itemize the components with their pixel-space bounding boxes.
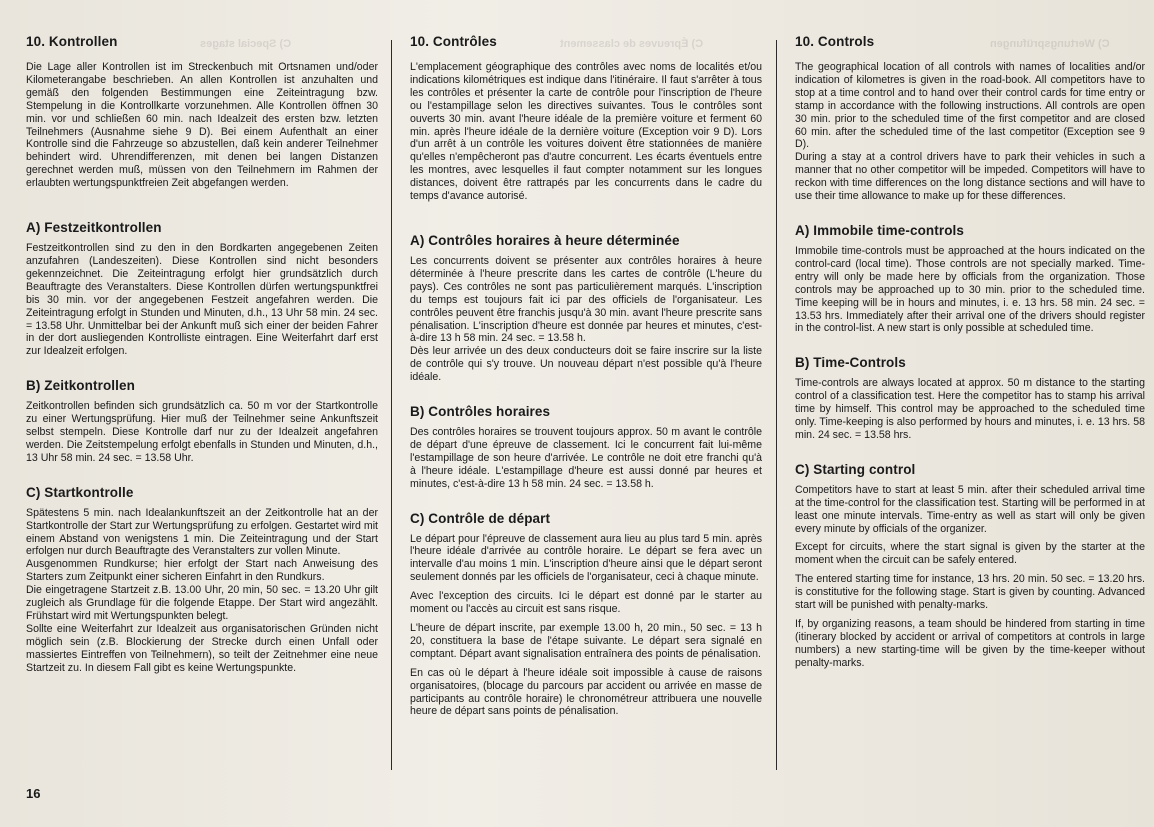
subsection-title-c: C) Startkontrolle <box>26 484 134 500</box>
subsection-b-paragraph: Des contrôles horaires se trouvent toujours approx. 50 m avant le contrôle de départ d'une épreuve de classement. Ici le concurrent fait lui-même l'estampillage de son heure d'arrivée. Le contrôle ne doit etre franchi qu'à à l'heure idéale. L'estampillage d'heure est aussi donné par heures et minutes, c'est-à-dire 13 h 58 min. 24 sec. = 13.58 h. <box>410 426 762 490</box>
subsection-title-b: B) Zeitkontrollen <box>26 378 135 394</box>
show-through-text: C) Épreuves de classement <box>560 38 704 50</box>
subsection-c-paragraph: Avec l'exception des circuits. Ici le départ est donné par le starter au moment ou l'accès au circuit est sans risque. <box>410 590 762 616</box>
section-title: 10. Controls <box>795 34 875 49</box>
column-divider <box>776 40 777 770</box>
intro-paragraph: The geographical location of all controls with names of localities and/or indication of kilometres is given in the road-book. All competitors have to stop at a time control and to hand over their control cards for time entry or stamp in accordance with the following instructions. All controls are open 30 min. prior to the scheduled time of the first competitor and are closed 60 min. after the scheduled time of the last competitor (Exception see 9 D). <box>795 61 1145 151</box>
section-title: 10. Kontrollen <box>26 34 118 49</box>
column-divider <box>391 40 392 770</box>
subsection-c-paragraph: Competitors have to start at least 5 min. after their scheduled arrival time at the time-control for the classification test. Starting will be performed in at least one minute intervals. Time-entry as well as start will only be given every minute by officials of the organizer. <box>795 483 1145 535</box>
subsection-a-paragraph: Immobile time-controls must be approached at the hours indicated on the control-card (local time). Those controls are not specially marked. Time-entry will only be made here by officials from the organization. Those controls may be approached up to 30 min. prior to the scheduled time. Time keeping will be in hours and minutes, i. e. 13 hrs. 58 min. 24 sec. = 13.53 hrs. Immediately after their arrival one of the drivers should register in the control-list. A new start is only possible at scheduled time. <box>795 244 1145 335</box>
subsection-a-paragraph: Festzeitkontrollen sind zu den in den Bordkarten angegebenen Zeiten anzufahren (Landeszeiten). Diese Kontrollen sind nicht besonders gekennzeichnet. Die Zeiteintragung erfolgt hier grundsätzlich durch Beauftragte des Veranstalters. Diese Kontrollen dürfen wertungspunktfrei bis 30 min. vor der angegebenen Festzeit angefahren werden. Die Zeiteintragung erfolgt in Stunden und Minuten, d.h., 13 Uhr 58 min. 24 sec. = 13.58 Uhr. Unmittelbar bei der Ankunft muß sich einer der beiden Fahrer in der dort ausliegenden Kontrolliste eintragen. Eine Weiterfahrt darf erst zur Idealzeit erfolgen. <box>26 242 378 358</box>
subsection-a-paragraph: Dès leur arrivée un des deux conducteurs doit se faire inscrire sur la liste de contrôle qui s'y trouve. Un nouveau départ n'est possible qu'à l'heure idéale. <box>410 345 762 384</box>
english-column <box>795 34 1145 787</box>
german-column <box>26 34 378 787</box>
subsection-c-paragraph: Sollte eine Weiterfahrt zur Idealzeit aus organisatorischen Gründen nicht möglich sein (z.B. Blockierung der Strecke durch einen Unfall oder massiertes Eintreffen von Teilnehmern), so teilt der Zeitnehmer eine neue Startzeit zu. In diesem Fall gibt es keine Wertungspunkte. <box>26 622 378 674</box>
intro-paragraph: During a stay at a control drivers have to park their vehicles in such a manner that no other competitor will be impeded. Competitors will have to reckon with time differences on the long distance sections and will have to use their time allowance to make up for these differences. <box>795 151 1145 203</box>
subsection-a-paragraph: Les concurrents doivent se présenter aux contrôles horaires à heure déterminée à l'heure prescrite dans les cartes de contrôle (L'heure du pays). Ces contrôles ne sont pas particulièrement marqués. L'inscription du temps est toujours fait ici par des officiels de l'organisateur. Les contrôles peuvent être franchis jusqu'à 30 min. avant l'heure prescrite sans pénalisation. L'inscription d'heure est donnée par heures et minutes, c'est-à-dire 13 h 58 min. 24 sec. = 13.58 h. <box>410 254 762 345</box>
subsection-b-paragraph: Time-controls are always located at approx. 50 m distance to the starting control of a classification test. Here the competitor has to stamp his arrival time by himself. This control may be approached to the scheduled time only. Time-keeping is also performed by hours and minutes, i. e. 13 hrs. 58 min. 24 sec. = 13.58 hrs. <box>795 377 1145 441</box>
subsection-c-paragraph: Except for circuits, where the start signal is given by the starter at the moment when the circuit can be safely entered. <box>795 541 1145 567</box>
page-number: 16 <box>26 786 41 801</box>
subsection-title-a: A) Contrôles horaires à heure déterminée <box>410 232 680 248</box>
subsection-c-paragraph: The entered starting time for instance, 13 hrs. 20 min. 50 sec. = 13.20 hrs. is constitutive for the following stage. Start is given by counting. Advanced start will be punished with penalty-marks. <box>795 573 1145 612</box>
subsection-c-paragraph: If, by organizing reasons, a team should be hindered from starting in time (itinerary blocked by accident or arrival of competitors at controls in large numbers) a new starting-time will be given by the time-keeper without penalty-marks. <box>795 618 1145 669</box>
subsection-c-paragraph: Die eingetragene Startzeit z.B. 13.00 Uhr, 20 min, 50 sec. = 13.20 Uhr gilt zugleich als Grundlage für die folgende Etappe. Der Start wird angezählt. Frühstart wird mit Wertungspunkten belegt. <box>26 584 378 622</box>
subsection-title-a: A) Festzeitkontrollen <box>26 220 162 236</box>
subsection-c-paragraph: En cas où le départ à l'heure idéale soit impossible à cause de raisons organisatoires, (blocage du parcours par accident ou arrivée en masse de participants au contrôle horaire) le chronométreur attribuera une nouvelle heure de départ sans points de pénalisation. <box>410 666 762 718</box>
subsection-c-paragraph: Ausgenommen Rundkurse; hier erfolgt der Start nach Anweisung des Starters zum Zeitpunkt einer sicheren Einfahrt in den Rundkurs. <box>26 558 378 584</box>
subsection-title-c: C) Contrôle de départ <box>410 510 551 526</box>
subsection-title-a: A) Immobile time-controls <box>795 222 965 238</box>
subsection-c-paragraph: L'heure de départ inscrite, par exemple 13.00 h, 20 min., 50 sec. = 13 h 20, constituera la base de l'étape suivante. Le départ sera signalé en comptant. Départ avant signalisation entraînera des points de pénalisation. <box>410 622 762 660</box>
french-column <box>410 34 762 787</box>
subsection-b-paragraph: Zeitkontrollen befinden sich grundsätzlich ca. 50 m vor der Startkontrolle zu einer Wertungsprüfung. Hier muß der Teilnehmer seine Ankunftszeit selbst stempeln. Diese Kontrolle darf nur zu der Idealzeit angefahren werden. Die Zeitstempelung erfolgt ebenfalls in Stunden und Minuten, d.h., 13 Uhr 58 min. 24 sec. = 13.58 Uhr. <box>26 400 378 464</box>
subsection-title-b: B) Contrôles horaires <box>410 404 551 420</box>
subsection-title-c: C) Starting control <box>795 461 916 477</box>
subsection-c-paragraph: Spätestens 5 min. nach Idealankunftszeit an der Zeitkontrolle hat an der Startkontrolle der Start zur Wertungsprüfung zu erfolgen. Gestartet wird mit einem Abstand von wenigstens 1 min. Die Zeiteintragung und der Start erfolgen nur durch Beauftragte des Veranstalters zur vollen Minute. <box>26 506 378 558</box>
intro-paragraph: L'emplacement géographique des contrôles avec noms de localités et/ou indications kilométriques est indique dans l'itinéraire. Il faut s'arrêter à tous les contrôles et présenter la carte de contrôle pour l'inscription de l'heure ou l'estampillage selon les directives suivantes. Tous le contrôles sont ouverts 30 min. avant l'heure idéale de la première voiture et ferment 60 min. après l'heure idéale de la dernière voiture (Exception voir 9 D). Lors d'un arrêt à un contrôle les voitures doivent être stationnées de manière qu'elles n'empêcheront pas d'autre concurrent. Les écarts éventuels entre les montres, avec lesquelles il faut compter notamment sur les longues distances, doivent être rattrapés par les concurrents dans le cadre du temps d'avance autorisé. <box>410 61 762 203</box>
subsection-title-b: B) Time-Controls <box>795 355 906 371</box>
show-through-text: C) Wertungsprüfungen <box>990 38 1110 50</box>
show-through-text: C) Special stages <box>200 38 292 50</box>
section-title: 10. Contrôles <box>410 34 497 49</box>
subsection-c-paragraph: Le départ pour l'épreuve de classement aura lieu au plus tard 5 min. après l'heure idéale d'arrivée au contrôle horaire. Le départ se fera avec un intervalle d'au moins 1 min. L'inscription d'heure ainsi que le départ seront seulement donnés par les officiels de l'organisateur, ceci à chaque minute. <box>410 532 762 584</box>
intro-paragraph: Die Lage aller Kontrollen ist im Streckenbuch mit Ortsnamen und/oder Kilometerangabe beschrieben. An allen Kontrollen ist anzuhalten und gemäß den folgenden Bestimmungen eine Zeiteintragung bzw. Stempelung in die Kontrollkarte vorzunehmen. Alle Kontrollen öffnen 30 min. vor und schließen 60 min. nach Idealzeit des ersten bzw. letzten Teilnehmers (Ausnahme siehe 9 D). Bei einem Aufenthalt an einer Kontrolle sind die Fahrzeuge so abzustellen, daß kein anderer Teilnehmer behindert wird. Uhrendifferenzen, mit denen bei langen Distanzen gerechnet werden muß, müssen von den Teilnehmern im Rahmen der erlaubten wertungspunktfreien Zeit abgefangen werden. <box>26 61 378 190</box>
